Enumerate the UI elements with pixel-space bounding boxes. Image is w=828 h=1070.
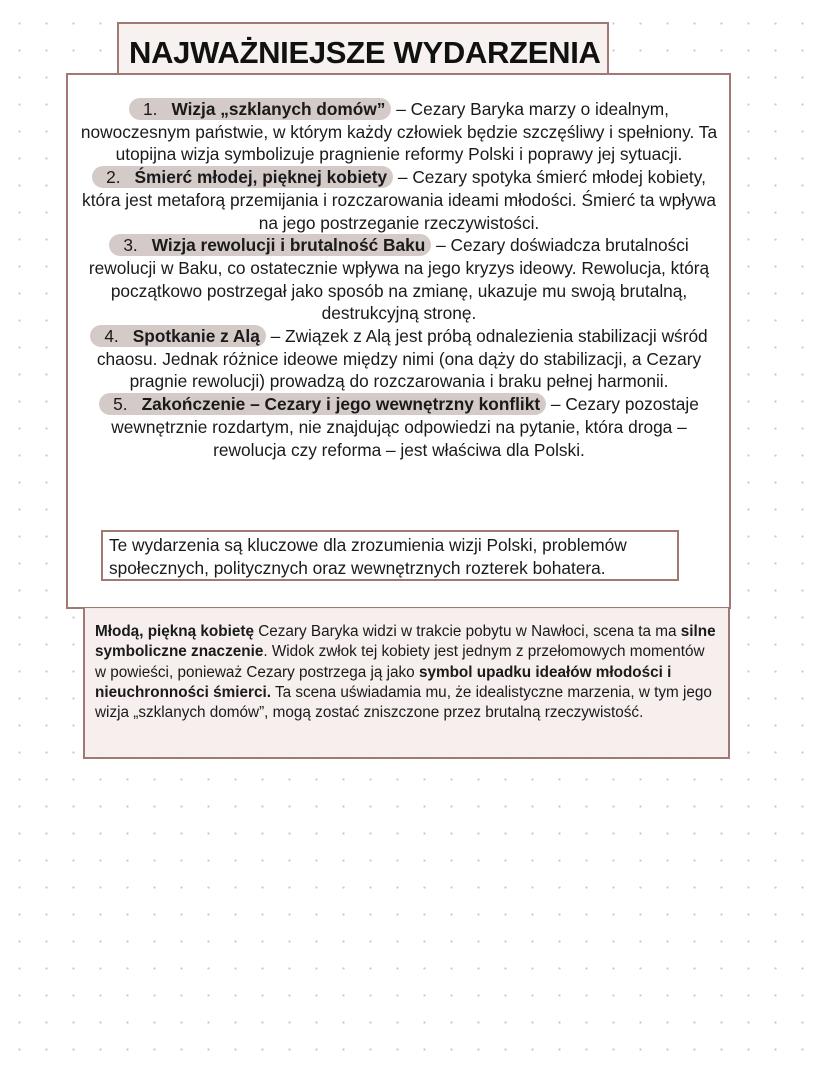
item-text: – Cezary spotyka śmierć młodej kobiety, która jest metaforą przemijania i rozczarowania ideami młodości. Śmierć ta wpływa na jego postrzeganie rzeczywistości. — [82, 167, 716, 233]
item-highlight — [99, 393, 546, 415]
item-text: – Związek z Alą jest próbą odnalezienia stabilizacji wśród chaosu. Jednak różnice ideowe między nimi (ona dąży do stabilizacji, a Cezary pragnie rewolucji) prowadzą do rozczarowania i braku pełnej harmonii. — [96, 326, 708, 392]
page-title: NAJWAŻNIEJSZE WYDARZENIA — [129, 35, 601, 70]
summary-note: Te wydarzenia są kluczowe dla zrozumienia wizji Polski, problemów społecznych, politycznych oraz wewnętrznych rozterek bohatera. — [101, 530, 679, 581]
body-text: Ta scena uświadamia mu, że idealistyczne marzenia, w tym jego wizja „szklanych domów”, mogą zostać zniszczone przez brutalną rzeczywistość. — [95, 683, 712, 722]
bold-text: symbol upadku ideałów młodości i nieuchronności śmierci. — [95, 663, 672, 701]
item-number: 1. — [143, 99, 158, 119]
bold-text: Młodą, piękną kobietę — [95, 623, 254, 640]
list-item — [74, 325, 724, 393]
item-highlight — [129, 98, 391, 120]
item-number: 2. — [106, 167, 121, 188]
list-item — [74, 98, 724, 166]
list-item — [74, 166, 724, 234]
item-text: – Cezary doświadcza brutalności rewolucji w Baku, co ostatecznie wpływa na jego kryzys ideowy. Rewolucja, którą początkowo postrzegał jako sposób na zmianę, ukazuje mu swoją brutalną, destrukcyjną stronę. — [88, 235, 710, 324]
list-item — [74, 234, 724, 325]
item-highlight — [90, 325, 266, 347]
item-number: 4. — [104, 326, 119, 347]
body-text: . Widok zwłok tej kobiety jest jednym z przełomowych momentów w powieści, ponieważ Cezary postrzega ją jako — [95, 643, 705, 681]
explanation-box — [83, 608, 730, 759]
bold-text: silne symboliczne znaczenie — [95, 623, 716, 661]
item-title: Wizja rewolucji i brutalność Baku — [151, 235, 426, 256]
item-text: – Cezary Baryka marzy o idealnym, nowoczesnym państwie, w którym każdy człowiek będzie szczęśliwy i spełniony. Ta utopijna wizja symbolizuje pragnienie reformy Polski i poprawy jej sytuacji. — [80, 99, 718, 165]
item-number: 5. — [113, 394, 128, 415]
item-number: 3. — [123, 235, 138, 256]
item-title: Wizja „szklanych domów” — [171, 99, 386, 119]
item-title: Zakończenie – Cezary i jego wewnętrzny konflikt — [141, 394, 541, 415]
events-list — [74, 98, 724, 461]
list-item — [74, 393, 724, 461]
item-title: Śmierć młodej, pięknej kobiety — [134, 167, 388, 188]
item-highlight — [109, 234, 431, 256]
item-highlight — [92, 166, 393, 188]
events-box — [66, 73, 731, 609]
title-box — [117, 22, 609, 74]
item-text: – Cezary pozostaje wewnętrznie rozdartym, nie znajdując odpowiedzi na pytanie, która droga – rewolucja czy reforma – jest właściwa dla Polski. — [111, 394, 699, 460]
item-title: Spotkanie z Alą — [132, 326, 260, 347]
body-text: Cezary Baryka widzi w trakcie pobytu w Nawłoci, scena ta ma — [253, 623, 681, 640]
